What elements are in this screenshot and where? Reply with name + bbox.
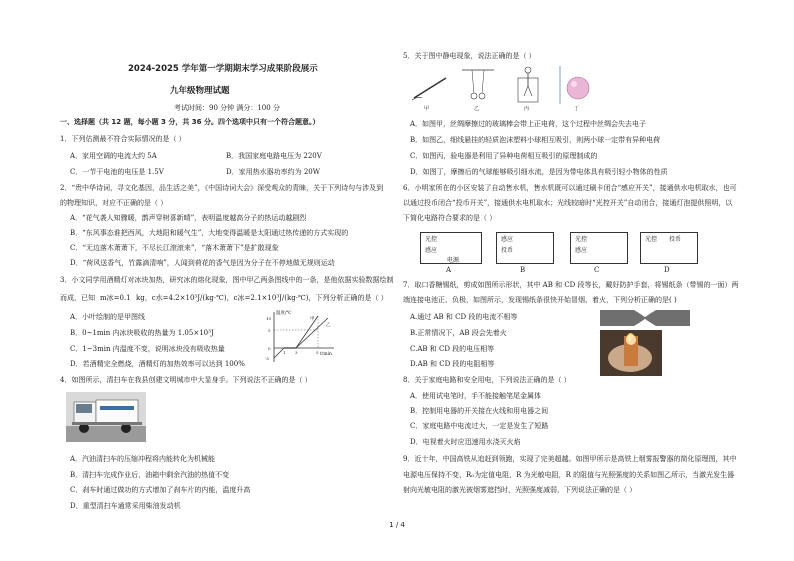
- q3-temperature-graph: [258, 308, 338, 364]
- q8-option-d: D．电视着火时应迅速用水浇灭火焰: [410, 438, 521, 446]
- q1-option-a: A．家用空调的电流大约 5A: [70, 152, 157, 160]
- q4-option-b: B．清扫车完成作业后，油箱中剩余汽油的热值不变: [70, 471, 230, 479]
- q2-stem-cont: 的物理知识，对应不正确的是（ ）: [60, 199, 168, 207]
- q8-option-c: C．家庭电路中电流过大，一定是发生了短路: [410, 422, 549, 430]
- q4-option-d: D．重型清扫车通常采用柴油发动机: [70, 502, 181, 510]
- q3-option-d: D．若酒精完全燃烧，酒精灯的加热效率可以达到 100%: [70, 360, 245, 368]
- circuit-label: 光控: [425, 236, 438, 243]
- q2-stem: 2．“贵中华诗词，寻文化基因，品生活之美”，《中国诗词大会》深受观众的青睐，关于下列诗句与涉及到: [60, 184, 384, 192]
- q6-circuit-d: [640, 232, 698, 264]
- q5-stem: 5．关于图中静电现象，说法正确的是（ ）: [403, 52, 536, 60]
- graph-xtick: 1: [283, 350, 286, 355]
- q7-option-c: C.AB 和 CD 段的电压相等: [410, 345, 495, 353]
- q2-option-c: C．“无边落木萧萧下，不尽长江滚滚来”，“落木萧萧下”是扩散现象: [70, 244, 279, 252]
- circuit-label: 投币: [501, 247, 514, 254]
- graph-ytick: 10: [266, 316, 272, 321]
- q3-option-a: A．小叶绘制的是甲图线: [70, 313, 146, 321]
- street-sweeper-image: [66, 392, 146, 442]
- q6-option-label: B: [520, 266, 526, 274]
- q2-option-a: A．“花气袭人知骤暖，鹊声穿树喜新晴”，表明温度越高分子的热运动越剧烈: [70, 214, 307, 222]
- burning-tinfoil-photo: [600, 330, 662, 376]
- q2-option-b: B．“东风事态谁把西风，大地阳和暖气生”，大地变得温暖是太阳通过热传递的方式实现的: [70, 229, 349, 237]
- graph-ytick: -5: [265, 356, 269, 361]
- q2-option-d: D．“荷风送香气，竹露滴清响”，人闻到荷花的香气是因为分子在不停地做无规则运动: [70, 259, 335, 267]
- fig-label-bing: 丙: [524, 106, 530, 112]
- graph-xlabel: t/min: [320, 352, 332, 357]
- q6-circuit-b: [496, 232, 554, 264]
- q5-electrostatic-figures: [410, 64, 600, 112]
- q8-stem: 8．关于家庭电路和安全用电，下列说法正确的是（ ）: [403, 376, 571, 384]
- tinfoil-strip-figure: [600, 308, 690, 328]
- fig-label-yi: 乙: [474, 106, 480, 112]
- circuit-label: 感应: [501, 236, 514, 243]
- graph-label-jia: 甲: [310, 317, 315, 322]
- q3-stem: 3．小文同学用酒精灯对冰块加热，研究冰的熔化现象，图中甲乙两条图线中的一条，是他依据实验数据绘制: [60, 276, 394, 284]
- q1-stem: 1．下列估测最不符合实际情况的是（ ）: [60, 135, 186, 143]
- q6-option-label: D: [664, 266, 670, 274]
- q7-option-b: B.正常情况下，AB 段会先着火: [410, 329, 507, 337]
- circuit-label: 光控: [575, 236, 588, 243]
- q3-option-b: B．0~1min 内冰块吸收的热量为 1.05×10³J: [70, 329, 214, 337]
- q7-stem-cont: 端连接电池正、负极，如图所示，发现锡纸条很快开始冒烟、着火，下列分析正确的是( ): [403, 296, 677, 304]
- q1-option-d: D．家用热水器功率约为 20W: [226, 168, 320, 176]
- graph-line-yi-rise: [296, 318, 328, 348]
- q9-stem-cont: 电源电压保持不变，R₀为定值电阻，R 为光敏电阻，R 的阻值与光照强度的关系如图乙所示，当激光发生器: [403, 471, 735, 479]
- graph-ytick: 0: [268, 346, 271, 351]
- q5-option-a: A．如图甲，丝绸摩擦过的玻璃棒会带上正电荷，这个过程中丝绸会失去电子: [410, 120, 647, 128]
- q6-stem-cont: 以通过投币闭合“投币开关”，接通供水电机取水；光线较暗时“光控开关”自动闭合，接通灯泡提供照明，以: [403, 199, 733, 207]
- q6-stem-cont2: 下简化电路符合要求的是（ ）: [403, 214, 497, 222]
- q5-option-c: C．如图丙，验电器是利用了异种电荷相互吸引的原理制成的: [410, 152, 598, 160]
- graph-xtick: 3: [295, 350, 298, 355]
- q6-option-label: A: [446, 266, 452, 274]
- circuit-label: 感应: [575, 247, 588, 254]
- q3-option-c: C．1~3min 内温度不变，说明冰块没有吸收热量: [70, 345, 225, 353]
- circuit-label: 电源: [447, 257, 460, 264]
- q5-option-d: D．如图丁，摩擦后的气球能够吸引细水流，是因为带电体具有吸引轻小物体的性质: [410, 168, 668, 176]
- circuit-label: 感应: [425, 247, 438, 254]
- circuit-label: 光控: [645, 236, 658, 243]
- q5-option-b: B．如图乙，细线悬挂的轻质泡沫塑料小球相互吸引，则两小球一定带有异种电荷: [410, 136, 661, 144]
- page-number: 1 / 4: [389, 521, 405, 529]
- exam-subtitle: 九年级物理试题: [170, 86, 230, 96]
- q1-option-b: B．我国家庭电路电压为 220V: [226, 152, 322, 160]
- q3-given-prefix: 而成，已知: [60, 294, 95, 302]
- q9-stem: 9．近十年，中国高铁从追赶到领跑，实现了完美超越。如图甲所示是高铁上烟雾报警器的简化原理图，其中: [403, 455, 737, 463]
- fig-label-jia: 甲: [424, 106, 430, 112]
- q6-circuit-a: [420, 232, 482, 264]
- section-heading: 一、选择题（共 12 题，每小题 3 分，共 36 分。四个选项中只有一个符合题意。）: [60, 118, 320, 126]
- graph-label-yi: 乙: [326, 323, 331, 328]
- exam-info: 考试时间：90 分钟 满分：100 分: [174, 104, 280, 112]
- q3-given: kg，c水=4.2×10³J/(kg·℃)，c冰=2.1×10³J/(kg·℃)，下列分析正确的是（ ）: [136, 294, 388, 302]
- q9-stem-cont2: 射向光敏电阻的激光被烟雾遮挡时，光照强度减弱，下列说法正确的是（ ）: [403, 486, 637, 494]
- q6-circuit-c: [570, 232, 628, 264]
- graph-line-jia-rise: [296, 316, 318, 348]
- q8-option-b: B．控制用电器的开关接在火线和用电器之间: [410, 407, 549, 415]
- graph-xtick: 5: [316, 350, 319, 355]
- graph-ytick: 5: [268, 328, 271, 333]
- q7-option-d: D.AB 和 CD 段的电阻相等: [410, 360, 495, 368]
- q7-option-a: A.通过 AB 和 CD 段的电流不相等: [410, 313, 518, 321]
- q3-mass: m冰=0.1: [100, 294, 131, 302]
- exam-title: 2024-2025 学年第一学期期末学习成果阶段展示: [128, 64, 318, 74]
- q4-option-c: C．刹车时通过做功的方式增加了刹车片的内能，温度升高: [70, 486, 251, 494]
- fig-label-ding: 丁: [574, 106, 580, 112]
- q7-stem: 7．取口香糖锡纸，剪成如图所示形状，其中 AB 和 CD 段等长，戴好防护手套，将锡纸条（带锡的一面）两: [403, 281, 739, 289]
- graph-ylabel: 温度/℃: [276, 311, 292, 316]
- circuit-label: 投币: [669, 236, 682, 243]
- q4-stem: 4．如图所示，清扫车在我县创建文明城市中大显身手。下列说法不正确的是（ ）: [60, 376, 312, 384]
- q6-stem: 6．小明家所在的小区安装了自动售水机，售水机既可以通过刷卡闭合“感应开关”，接通供水电机取水，也可: [403, 184, 737, 192]
- q4-option-a: A．汽油清扫车的压缩冲程将内能转化为机械能: [70, 455, 216, 463]
- q6-option-label: C: [594, 266, 600, 274]
- q8-option-a: A．使用试电笔时，手不能接触笔尾金属体: [410, 392, 542, 400]
- q1-option-c: C．一节干电池的电压是 1.5V: [70, 168, 164, 176]
